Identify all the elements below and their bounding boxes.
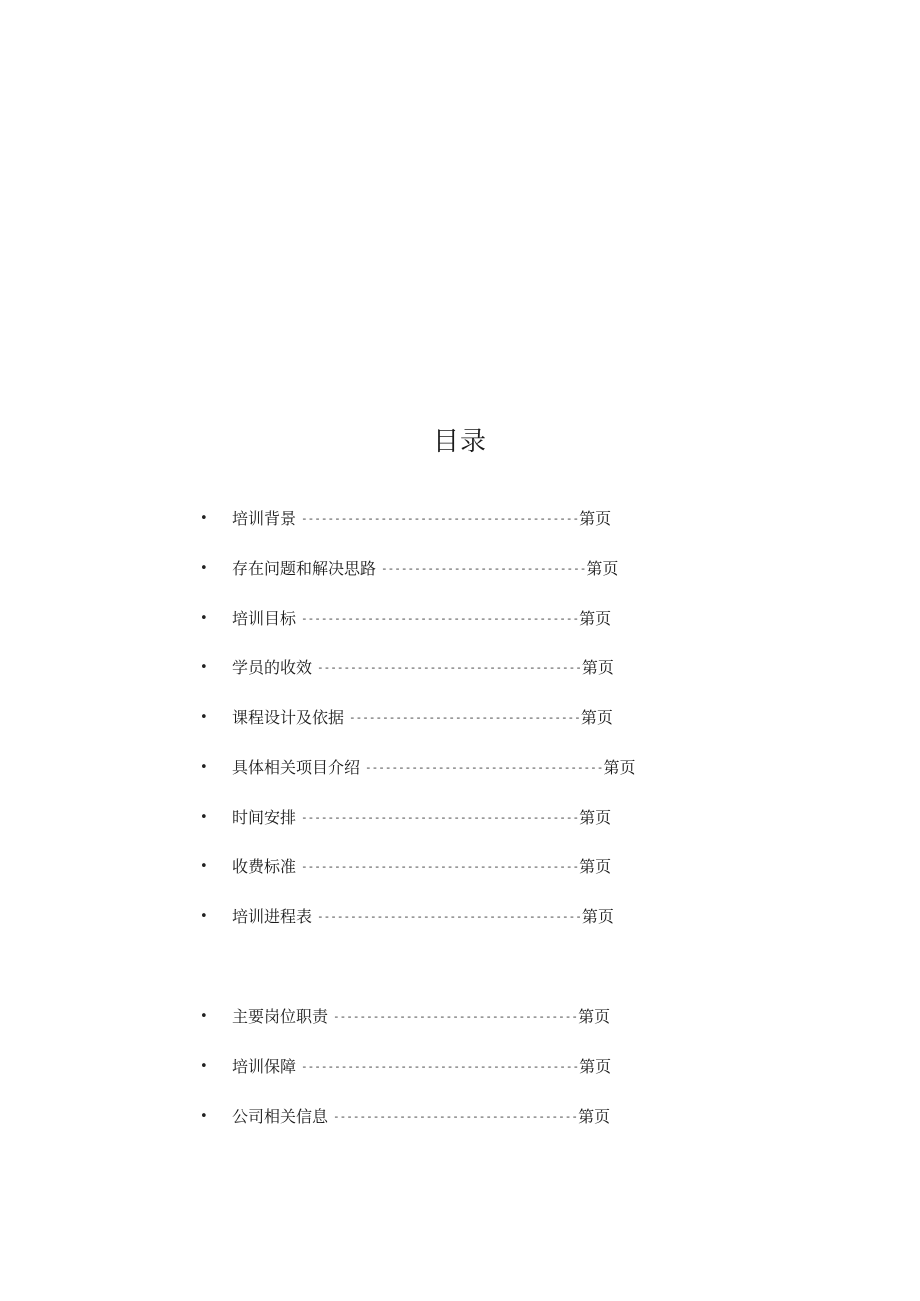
bullet-icon: • bbox=[200, 810, 208, 825]
toc-item-page: 第页 bbox=[579, 857, 612, 876]
bullet-icon: • bbox=[200, 561, 208, 576]
toc-title: 目录 bbox=[432, 427, 487, 457]
bullet-icon: • bbox=[200, 760, 208, 775]
toc-item-label: 具体相关项目介绍 bbox=[232, 758, 361, 777]
bullet-icon: • bbox=[200, 1059, 208, 1074]
toc-item-label: 培训进程表 bbox=[232, 907, 313, 926]
toc-item bbox=[200, 655, 614, 681]
toc-item bbox=[200, 805, 611, 831]
toc-item-page: 第页 bbox=[579, 1057, 612, 1076]
toc-item-leader: ---------------------------------------- bbox=[317, 661, 582, 674]
toc-item-leader: ------------------------------------ bbox=[365, 761, 604, 774]
toc-item bbox=[200, 1004, 610, 1030]
toc-item-leader: ------------------------------------------ bbox=[301, 860, 580, 873]
toc-item-label: 培训目标 bbox=[232, 609, 297, 628]
toc-item-page: 第页 bbox=[578, 1007, 611, 1026]
toc-item-page: 第页 bbox=[580, 708, 613, 727]
toc-item bbox=[200, 755, 635, 781]
bullet-icon: • bbox=[200, 1109, 208, 1124]
toc-item-page: 第页 bbox=[579, 609, 612, 628]
toc-item bbox=[200, 854, 611, 880]
toc-item-label: 培训保障 bbox=[232, 1057, 297, 1076]
toc-item-leader: ------------------------------------- bbox=[333, 1110, 579, 1123]
bullet-icon: • bbox=[200, 1009, 208, 1024]
toc-item bbox=[200, 556, 618, 582]
toc-item-page: 第页 bbox=[579, 509, 612, 528]
toc-item bbox=[200, 606, 611, 632]
toc-item-page: 第页 bbox=[603, 758, 636, 777]
toc-item-leader: ------------------------------------------ bbox=[301, 612, 580, 625]
toc-item bbox=[200, 1104, 610, 1130]
toc-list bbox=[200, 0, 720, 1301]
toc-item bbox=[200, 506, 611, 532]
toc-item-page: 第页 bbox=[578, 1107, 611, 1126]
bullet-icon: • bbox=[200, 710, 208, 725]
toc-item-label: 学员的收效 bbox=[232, 658, 313, 677]
toc-item-label: 公司相关信息 bbox=[232, 1107, 329, 1126]
toc-item-label: 主要岗位职责 bbox=[232, 1007, 329, 1026]
toc-item-leader: ------------------------------- bbox=[381, 562, 587, 575]
toc-item-page: 第页 bbox=[586, 559, 619, 578]
bullet-icon: • bbox=[200, 909, 208, 924]
toc-item-leader: ------------------------------------------ bbox=[301, 811, 580, 824]
toc-item-label: 收费标准 bbox=[232, 857, 297, 876]
bullet-icon: • bbox=[200, 859, 208, 874]
toc-item-leader: ------------------------------------------ bbox=[301, 1060, 580, 1073]
toc-item-page: 第页 bbox=[579, 808, 612, 827]
toc-item-label: 培训背景 bbox=[232, 509, 297, 528]
toc-item-page: 第页 bbox=[581, 658, 614, 677]
toc-item-leader: ----------------------------------- bbox=[349, 711, 581, 724]
toc-item-page: 第页 bbox=[581, 907, 614, 926]
toc-item-leader: ---------------------------------------- bbox=[317, 910, 582, 923]
toc-item-label: 存在问题和解决思路 bbox=[232, 559, 377, 578]
bullet-icon: • bbox=[200, 511, 208, 526]
bullet-icon: • bbox=[200, 660, 208, 675]
toc-item-leader: ------------------------------------------ bbox=[301, 512, 580, 525]
toc-item bbox=[200, 1054, 611, 1080]
toc-item-label: 课程设计及依据 bbox=[232, 708, 345, 727]
toc-item bbox=[200, 705, 613, 731]
toc-item-leader: ------------------------------------- bbox=[333, 1010, 579, 1023]
bullet-icon: • bbox=[200, 611, 208, 626]
toc-item-label: 时间安排 bbox=[232, 808, 297, 827]
toc-item bbox=[200, 904, 614, 930]
